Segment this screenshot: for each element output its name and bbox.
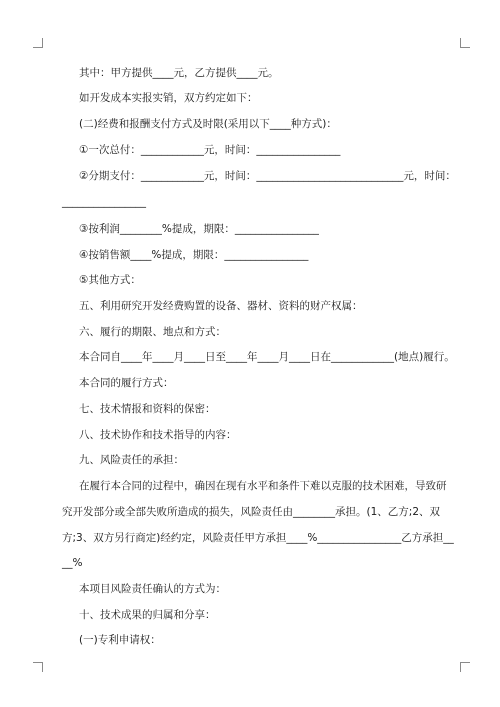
text-line: ________________: [62, 196, 146, 208]
text-line: 其中：甲方提供____元，乙方提供____元。: [79, 67, 279, 79]
section-heading: 五、利用研究开发经费购置的设备、器材、资料的财产权属：: [79, 300, 363, 312]
text-line: 如开发成本实报实销，双方约定如下：: [79, 92, 258, 104]
section-heading: 六、履行的期限、地点和方式：: [79, 326, 226, 338]
section-heading: 九、风险责任的承担：: [79, 454, 184, 466]
corner-mark-top-left: [33, 38, 43, 48]
text-line: __%: [62, 557, 83, 569]
text-line: 本项目风险责任确认的方式为：: [79, 583, 226, 595]
text-line: ③按利润________%提成，期限：________________: [79, 223, 319, 235]
text-line: 本合同的履行方式：: [79, 377, 174, 389]
corner-mark-bottom-left: [33, 662, 43, 672]
text-line: 方;3、双方另行商定)经约定，风险责任甲方承担____%________________乙方承担__: [62, 532, 454, 544]
text-line: 究开发部分或全部失败所造成的损失，风险责任由________承担。(1、乙方;2、双: [62, 506, 440, 518]
text-line: ⑤其他方式：: [79, 274, 141, 286]
text-line: ②分期支付：____________元，时间：____________________________元，时间：: [79, 170, 456, 182]
text-line: ④按销售额____%提成，期限：________________: [79, 249, 309, 261]
text-line: 本合同自____年____月____日至____年____月____日在____________(地点)履行。: [79, 351, 455, 363]
corner-mark-bottom-right: [460, 662, 470, 672]
text-line: ①一次总付：____________元，时间：________________: [79, 144, 341, 156]
section-heading: 七、技术情报和资料的保密：: [79, 403, 216, 415]
section-heading: 八、技术协作和技术指导的内容：: [79, 429, 237, 441]
corner-mark-top-right: [460, 38, 470, 48]
section-heading: (二)经费和报酬支付方式及时限(采用以下____种方式)：: [79, 118, 337, 130]
section-heading: 十、技术成果的归属和分享：: [79, 609, 216, 621]
section-heading: (一)专利申请权：: [79, 634, 161, 646]
text-line: 在履行本合同的过程中，确因在现有水平和条件下难以克服的技术困难，导致研: [79, 480, 447, 492]
